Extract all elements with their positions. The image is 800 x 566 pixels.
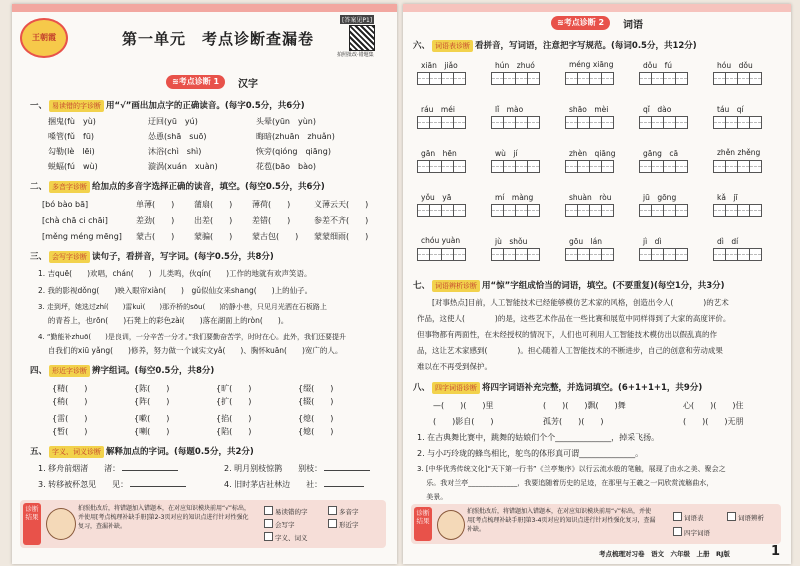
diagnosis-instructions: 拍照批改后，将错题加入错题本，在对应知识模块前用“√”标出，并使用[考点梳理补缺手册]第3-4页对应的知识点进行针对性强化复习，查漏补缺。	[467, 508, 656, 533]
grid-cell[interactable]	[675, 160, 688, 173]
pinyin-label: táu qí	[717, 105, 744, 114]
pinyin-label: wù jí	[495, 149, 518, 158]
q2-row: [bó bào bā] 单薄( ) 蒲扇( ) 薄荷( ) 义薄云天( )	[42, 200, 369, 209]
grid-cell[interactable]	[749, 248, 762, 261]
pinyin-label: shuàn ròu	[569, 193, 612, 202]
writing-grid[interactable]	[565, 72, 613, 85]
check-item[interactable]: 易读错的字	[264, 506, 308, 516]
pinyin-label: dǒu fú	[643, 61, 672, 70]
q8-tag: 四字词语诊断	[432, 382, 480, 394]
logo	[20, 18, 68, 58]
writing-grid[interactable]	[417, 72, 465, 85]
pinyin-label: jù shǒu	[495, 237, 528, 246]
diagnosis-label: 诊断结果	[23, 503, 41, 545]
page-number: 1	[771, 544, 781, 559]
q3-line: 1. 吉quē( )欢唱，chán( ) 儿类鸣，伙qín( )工作的地就有欢声笑语。	[38, 269, 312, 278]
answer-ref: [答案见P1]	[342, 17, 373, 24]
q4-group: {熄( ) {媳( )	[298, 414, 334, 436]
q3-line: 的青苔上，也rōn( )石凳上的彩色zài( )落在湖面上的ròn( )。	[38, 316, 289, 325]
grid-cell[interactable]	[527, 160, 540, 173]
grid-cell[interactable]	[601, 72, 614, 85]
qr-caption: 拍照批改·错题集	[337, 52, 374, 58]
pinyin-label: ráu méi	[421, 105, 455, 114]
q1-row: 捆鬼(fù yù) 迂回(yū yú) 头晕(yūn yùn)	[48, 117, 316, 126]
pinyin-label: gān hēn	[421, 149, 457, 158]
q3-line: 自我们的xiū yǎng( )修养，努力做一个诚实文yǎ( )、胸怀kuān( )宽广的人。	[38, 346, 343, 355]
top-strip	[12, 4, 397, 12]
pinyin-label: mí màng	[495, 193, 534, 202]
pinyin-label: kǎ jī	[717, 193, 738, 202]
q8-item: 美景。	[417, 493, 448, 501]
grid-cell[interactable]	[601, 160, 614, 173]
pinyin-label: jū gōng	[643, 193, 677, 202]
grid-cell[interactable]	[527, 248, 540, 261]
avatar	[46, 508, 76, 540]
q5-item: 4. 旧时茅店社林边 社：	[224, 479, 364, 490]
q2-tag: 多音字诊断	[49, 181, 90, 193]
q7-line: [对事热点]目前，人工智能技术已经能够模仿艺术家的风格，创造出令人( )的艺术	[417, 298, 729, 307]
q1-tag: 易读错的字诊断	[49, 100, 104, 112]
grid-cell[interactable]	[453, 204, 466, 217]
grid-cell[interactable]	[749, 116, 762, 129]
writing-grid[interactable]	[639, 72, 687, 85]
q3-tag: 会写字诊断	[49, 251, 90, 263]
writing-grid[interactable]	[639, 116, 687, 129]
grid-cell[interactable]	[453, 160, 466, 173]
writing-grid[interactable]	[565, 116, 613, 129]
top-strip	[403, 4, 791, 12]
grid-cell[interactable]	[453, 248, 466, 261]
q1-heading: 一、 易读错的字诊断 用“√”画出加点字的正确读音。(每字0.5分，共6分)	[30, 101, 305, 111]
page-title: 第一单元 考点诊断查漏卷	[122, 30, 315, 48]
writing-grid[interactable]	[417, 160, 465, 173]
writing-grid[interactable]	[417, 204, 465, 217]
check-item[interactable]: 会写字	[264, 519, 295, 529]
check-item[interactable]: 四字词语	[673, 527, 710, 537]
grid-cell[interactable]	[675, 204, 688, 217]
unit-title: 词语	[623, 20, 643, 31]
unit-badge: ≋考点诊断 2	[551, 16, 610, 30]
grid-cell[interactable]	[527, 72, 540, 85]
grid-cell[interactable]	[453, 116, 466, 129]
grid-cell[interactable]	[749, 160, 762, 173]
q1-row: 蜕蝠(fú wù) 漩涡(xuán xuàn) 花苞(bāo bào)	[48, 162, 316, 171]
q3-line: 3. 走到坪，她选过zhí( )雷kuì( )那乔桥的sōu( )的静小巷，只见月光洒在石板路上	[38, 303, 327, 311]
q7-heading: 七、 词语辨析诊断 用“惊”字组成恰当的词语，填空。(不要重复)(每空1分，共3分)	[413, 281, 725, 291]
pinyin-label: hóu dǒu	[717, 61, 753, 70]
left-page	[12, 4, 397, 564]
grid-cell[interactable]	[527, 204, 540, 217]
writing-grid[interactable]	[417, 248, 465, 261]
q8-row: ( )影自( ) 孤芳( )( ) ( )( )无朋	[433, 417, 744, 426]
pinyin-label: gōu lán	[569, 237, 603, 246]
q3-heading: 三、 会写字诊断 读句子，看拼音，写字词。(每字0.5分，共8分)	[30, 252, 274, 262]
writing-grid[interactable]	[565, 204, 613, 217]
q4-group: {旷( ) {扩( )	[216, 384, 252, 406]
q3-line: 2. 我的影视dǒng( )映入眼帘xiàn( ) gǔ似仙女来shang( )上的仙子。	[38, 286, 313, 295]
q2-row: [měng méng mēng] 蒙古( ) 蒙骗( ) 蒙古包( ) 蒙蒙细雨( )	[42, 232, 369, 241]
q5-tag: 字义、词义诊断	[49, 446, 104, 458]
grid-cell[interactable]	[601, 248, 614, 261]
diagnosis-panel	[411, 504, 781, 544]
grid-cell[interactable]	[749, 204, 762, 217]
grid-cell[interactable]	[453, 72, 466, 85]
pinyin-label: qǐ dào	[643, 105, 672, 114]
writing-grid[interactable]	[713, 160, 761, 173]
q7-line: 难以在不再受到保护。	[417, 362, 492, 371]
q7-tag: 词语辨析诊断	[432, 280, 480, 292]
check-item[interactable]: 字义、词义	[264, 532, 308, 542]
pinyin-label: méng xiāng	[569, 60, 614, 69]
q4-group: {雷( ) {暂( )	[52, 414, 88, 436]
diagnosis-panel	[20, 500, 386, 548]
grid-cell[interactable]	[675, 72, 688, 85]
pinyin-label: shāo mèi	[569, 105, 609, 114]
q8-item: 乐。我对兰亭______________，我要追随着历史的足迹，在那里与王羲之一同欣赏流觞曲水，	[417, 479, 714, 487]
pinyin-label: gāng cā	[643, 149, 679, 158]
q4-group: {缀( ) {辍( )	[298, 384, 334, 406]
q1-row: 勾勒(lè lēi) 沐浴(chì shì) 恢旁(qióng qiāng)	[48, 147, 331, 156]
q8-item: 2. 与小巧玲珑的蜂鸟相比，鸵鸟的体形真可谓______________。	[417, 449, 644, 458]
q4-group: {精( ) {稍( )	[52, 384, 88, 406]
q6-heading: 六、 词语表诊断 看拼音，写词语，注意把字写规范。(每词0.5分，共12分)	[413, 41, 697, 51]
grid-cell[interactable]	[601, 116, 614, 129]
check-item[interactable]: 多音字	[328, 506, 359, 516]
writing-grid[interactable]	[491, 204, 539, 217]
q4-heading: 四、 形近字诊断 辨字组词。(每空0.5分，共8分)	[30, 366, 215, 376]
writing-grid[interactable]	[491, 116, 539, 129]
grid-cell[interactable]	[675, 116, 688, 129]
unit-badge: ≋考点诊断 1	[166, 75, 225, 89]
q5-item: 2. 明月别枝惊鹊 别枝：	[224, 463, 370, 474]
q2-row: [chà chā ci chāi] 差劲( ) 出差( ) 差错( ) 参差不齐( )	[42, 216, 369, 225]
q8-item: 3. [中华优秀传统文化]“天下第一行书”《兰亭集序》以行云流水般的笔触，展现了由水之美、聚会之	[417, 465, 726, 473]
check-item[interactable]: 词语辨析	[727, 512, 764, 522]
q6-tag: 词语表诊断	[432, 40, 473, 52]
grid-cell[interactable]	[527, 116, 540, 129]
q7-line: 品，这让艺术家感到( )。担心随着人工智能技术的不断进步，自己的创意和劳动成果	[417, 346, 723, 355]
q7-line: 作品，这使人( )的是，这些艺术作品在一些比赛和展览中同样得到了大家的高度评价。	[417, 314, 731, 323]
q8-row: —( )( )里 ( )( )飘( )舞 心( )( )住	[433, 401, 744, 410]
check-item[interactable]: 词语表	[673, 512, 704, 522]
q5-item: 1. 移舟前烟渚 渚：	[38, 463, 178, 474]
writing-grid[interactable]	[565, 248, 613, 261]
logo-text: 王朝霞	[32, 33, 56, 42]
q5-heading: 五、 字义、词义诊断 解释加点的字词。(每题0.5分，共2分)	[30, 447, 254, 457]
diagnosis-instructions: 拍照批改后，将错题加入错题本，在对应知识模块前用“√”标出，并使用[考点梳理补缺手册]第2-3页对应的知识点进行针对性强化复习，查漏补缺。	[78, 505, 251, 530]
q3-line: 4. “勤能补zhuō( )是良训，一分辛苦一分才。”我们要勤奋苦学，时时在心。此外，我们还要提升	[38, 333, 346, 341]
writing-grid[interactable]	[713, 204, 761, 217]
diagnosis-label: 诊断结果	[414, 507, 432, 541]
footer-text: 考点梳理对习卷 语文 六年级 上册 RJ版	[599, 550, 730, 558]
q7-line: 但事物都有两面性，在未经授权的情况下，人们也可利用人工智能技术模仿出以假乱真的作	[417, 330, 717, 339]
writing-grid[interactable]	[713, 116, 761, 129]
writing-grid[interactable]	[417, 116, 465, 129]
q4-group: {嗽( ) {喇( )	[134, 414, 170, 436]
q4-group: {掐( ) {陷( )	[216, 414, 252, 436]
writing-grid[interactable]	[639, 204, 687, 217]
writing-grid[interactable]	[491, 160, 539, 173]
writing-grid[interactable]	[491, 72, 539, 85]
q8-heading: 八、 四字词语诊断 将四字词语补充完整，并选词填空。(6+1+1+1，共9分)	[413, 383, 703, 393]
pinyin-label: zhěn zhěng	[717, 148, 761, 157]
writing-grid[interactable]	[565, 160, 613, 173]
pinyin-label: zhèn qiāng	[569, 149, 616, 158]
avatar	[437, 510, 465, 540]
grid-cell[interactable]	[601, 204, 614, 217]
writing-grid[interactable]	[639, 248, 687, 261]
pinyin-label: yǒu yā	[421, 193, 452, 202]
q2-heading: 二、 多音字诊断 给加点的多音字选择正确的读音，填空。(每空0.5分，共6分)	[30, 182, 325, 192]
pinyin-label: xiān jiǎo	[421, 61, 458, 70]
check-item[interactable]: 形近字	[328, 519, 359, 529]
grid-cell[interactable]	[675, 248, 688, 261]
writing-grid[interactable]	[713, 248, 761, 261]
writing-grid[interactable]	[713, 72, 761, 85]
grid-cell[interactable]	[749, 72, 762, 85]
q8-item: 1. 在古典舞比赛中，跳舞的姑娘们个个______________，掉采飞扬。	[417, 433, 660, 442]
pinyin-label: jì dì	[643, 237, 662, 246]
q1-row: 嗓管(fǔ fū) 怂恿(shā suō) 晦暗(zhuān zhuǎn)	[48, 132, 335, 141]
unit-title: 汉字	[238, 79, 258, 90]
q4-group: {陈( ) {阵( )	[134, 384, 170, 406]
writing-grid[interactable]	[639, 160, 687, 173]
q4-tag: 形近字诊断	[49, 365, 90, 377]
pinyin-label: chóu yuàn	[421, 236, 461, 245]
pinyin-label: hún zhuó	[495, 61, 535, 70]
q5-item: 3. 转移被杯忽见 见：	[38, 479, 186, 490]
pinyin-label: dì dí	[717, 237, 739, 246]
writing-grid[interactable]	[491, 248, 539, 261]
qr-code[interactable]	[349, 25, 375, 51]
pinyin-label: lǐ mào	[495, 105, 524, 114]
right-page	[403, 4, 791, 564]
